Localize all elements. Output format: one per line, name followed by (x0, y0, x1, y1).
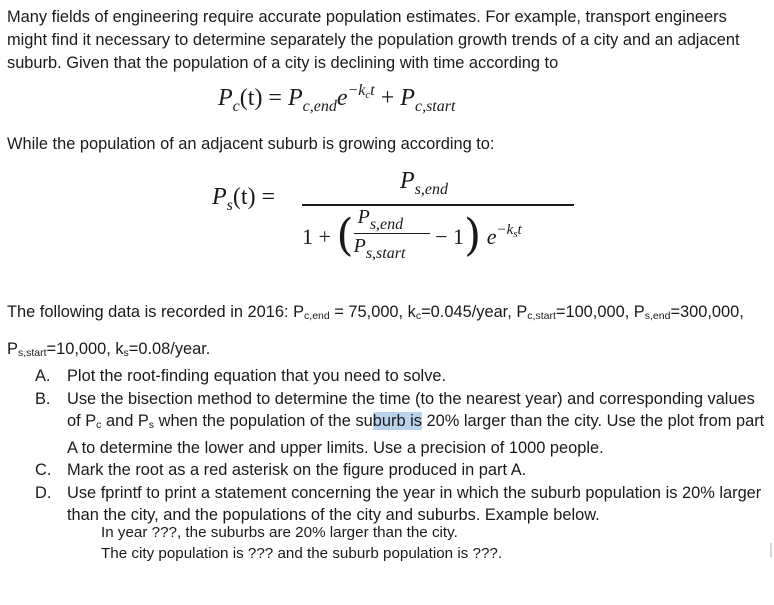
intro-paragraph: Many fields of engineering require accurate population estimates. For example, transport engineers might find it necessary to determine separately the population growth trends of a city and an adjacent suburb. Given that the population of a city is declining with time according to (7, 8, 740, 72)
list-item-d: D. Use fprintf to print a statement concerning the year in which the suburb population is 20% larger than the city, and the populations of the city and suburbs. Example below. (35, 483, 762, 524)
scroll-edge-mark (770, 543, 772, 557)
example-line-1: In year ???, the suburbs are 20% larger than the city. (101, 524, 458, 541)
city-population-equation: $P_c(t) = P_{c,end}e^{-kct} + P_{c,start}$ (218, 82, 456, 115)
list-item-a: A. Plot the root-finding equation that you need to solve. (35, 367, 447, 385)
list-item-c: C. Mark the root as a red asterisk on the figure produced in part A. (35, 461, 527, 479)
task-list (35, 365, 765, 527)
example-line-2: The city population is ??? and the suburb population is ???. (101, 545, 503, 562)
given-data-paragraph: The following data is recorded in 2016: Pc,end = 75,000, kc=0.045/year, Pc,start=100,000, Ps,end=300,000, Ps,start=10,000, ks=0.08/year. (7, 303, 744, 359)
suburb-intro-text: While the population of an adjacent suburb is growing according to: (7, 135, 495, 153)
suburb-population-equation: $P_s(t)$ = $P_{s,end}$ 1 + ( $P_{s,end}$ $P_{s,start}$ − 1) $e^{-k_st}$ (212, 168, 572, 268)
list-item-b: B. Use the bisection method to determine the time (to the nearest year) and corresponding values of Pc and Ps when the population of the suburb is 20% larger than the city. Use the plot from part A to determine the lower and upper limits. Use a precision of 1000 people. (35, 389, 765, 457)
text-selection-highlight[interactable]: burb is (372, 412, 422, 430)
